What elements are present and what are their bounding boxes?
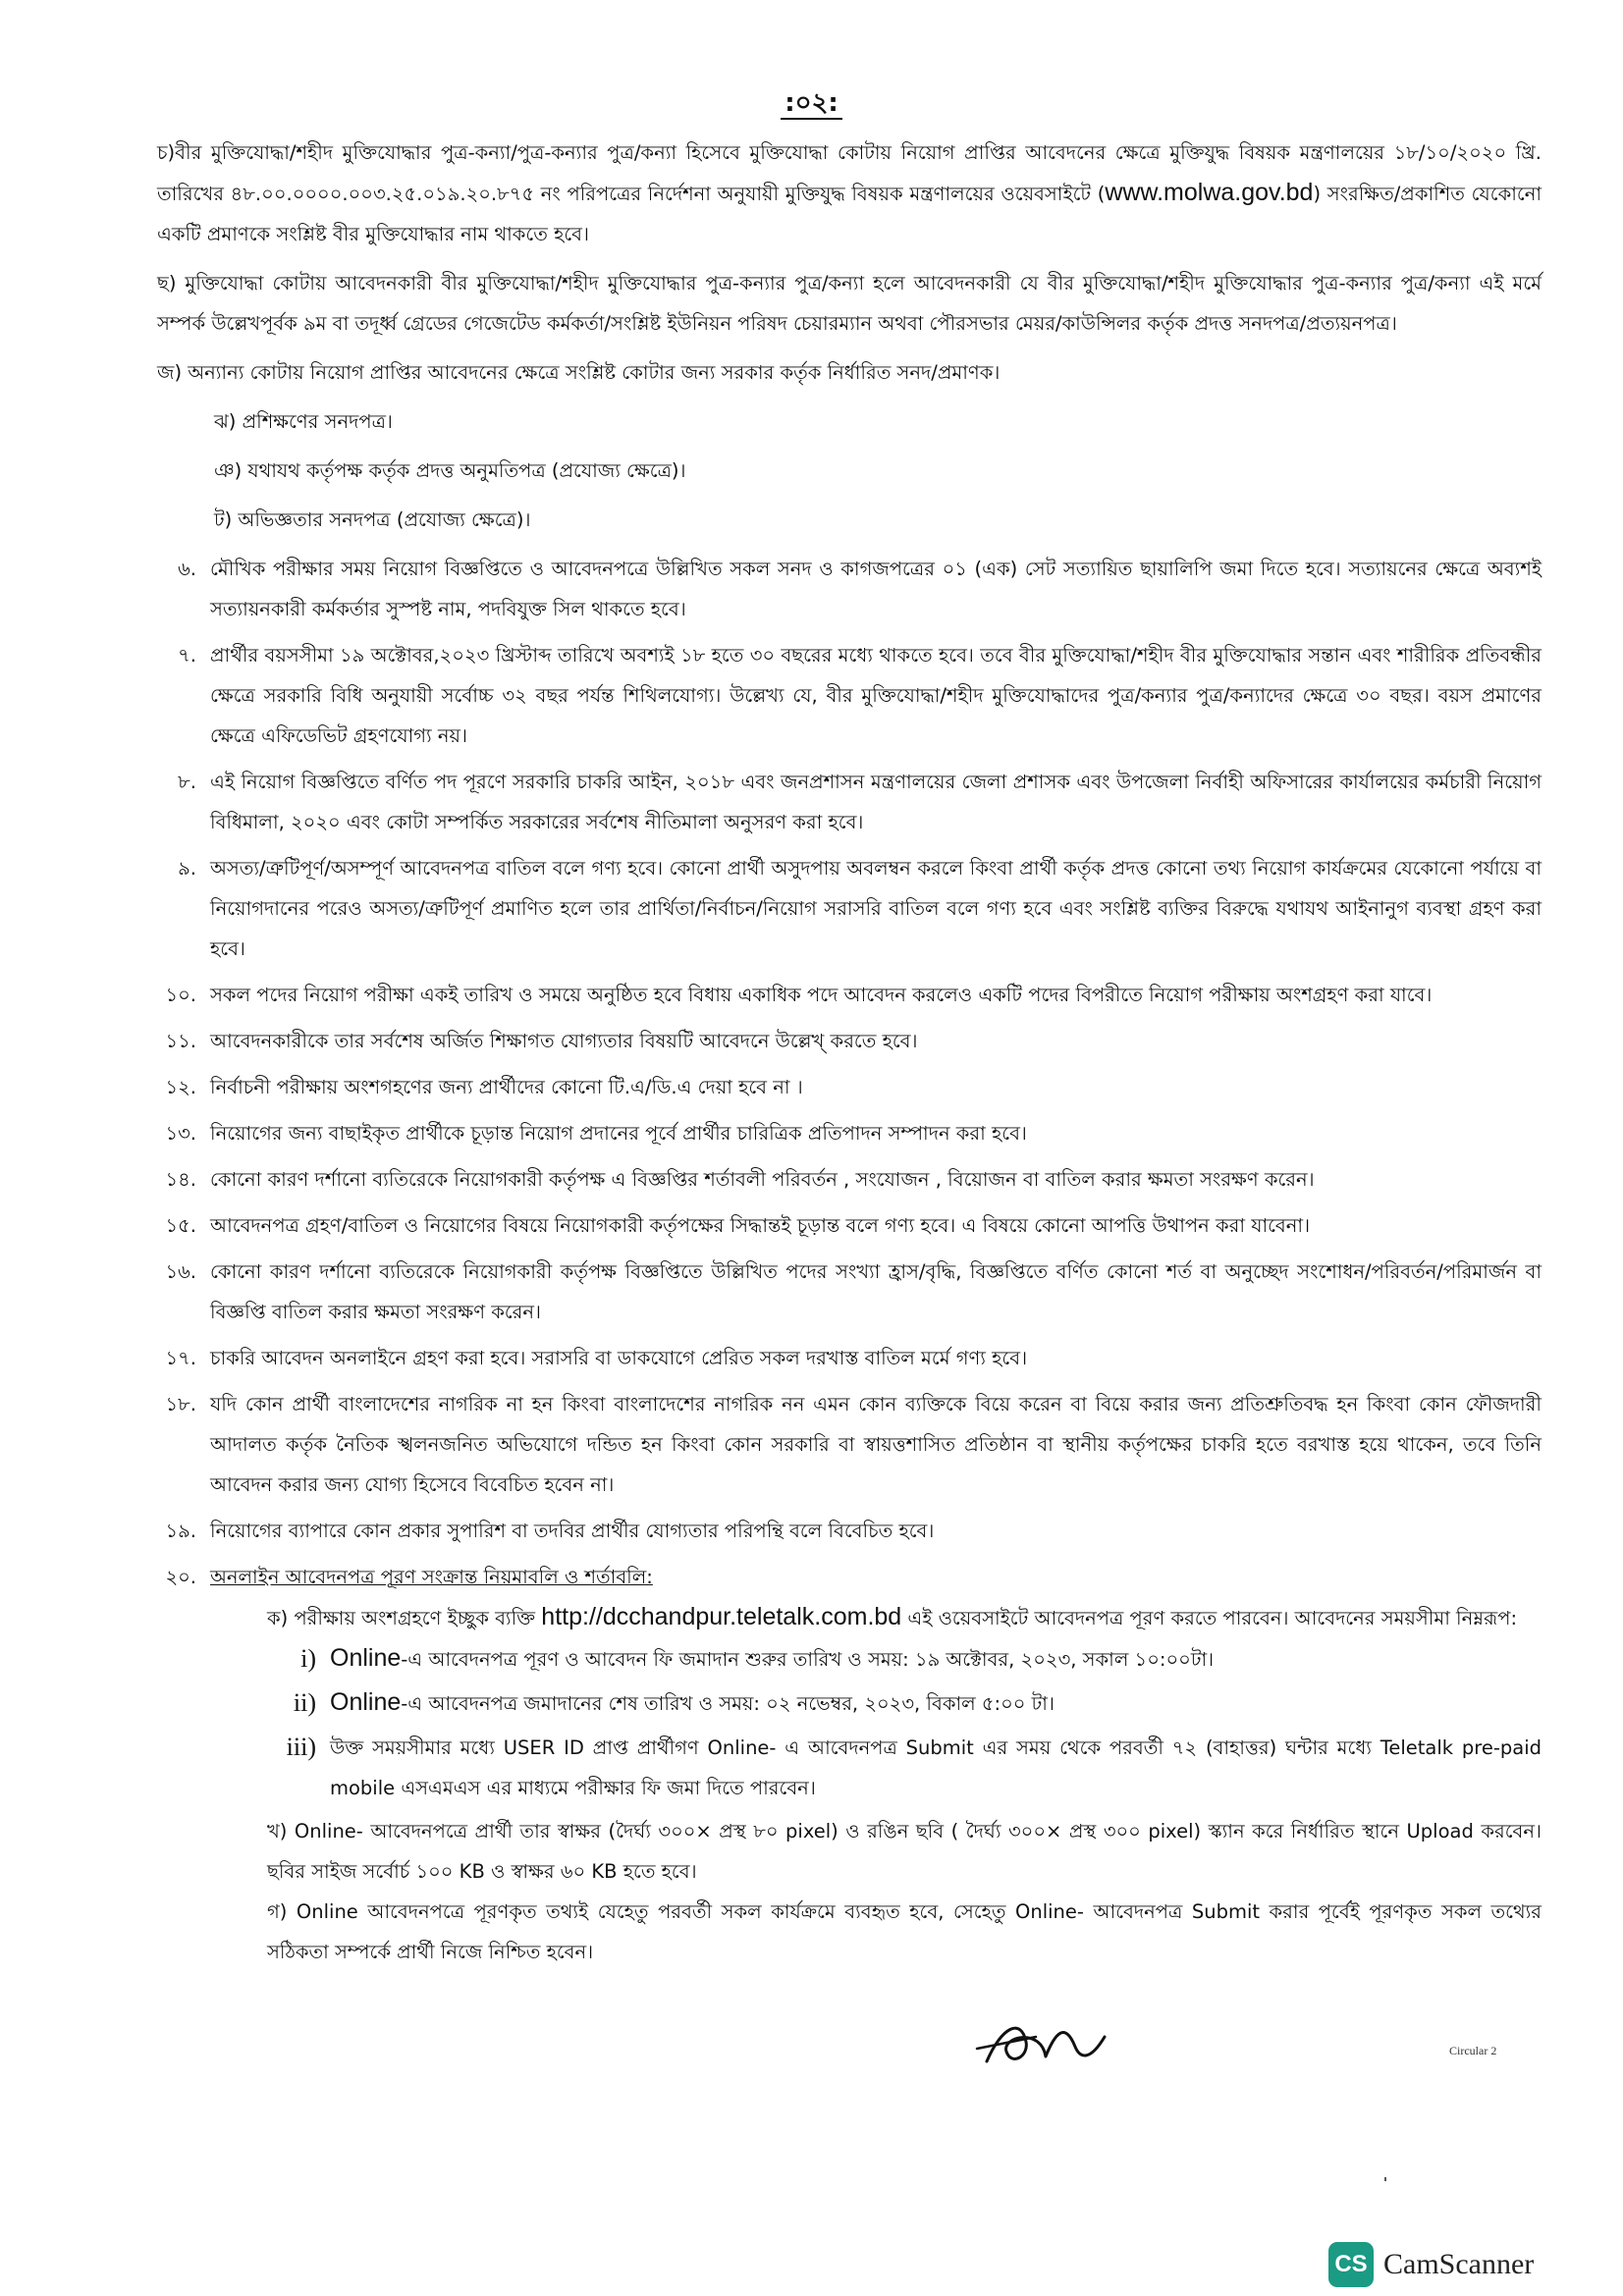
- list-item-online-rules: ২০. অনলাইন আবেদনপত্র পূরণ সংক্রান্ত নিয়মাবলি ও শর্তাবলি: ক) পরীক্ষায় অংশগ্রহণে ইচ্ছুক ব্যক্তি http://dcchandpur.teletalk.com.bd এই ওয়েবসাইটে আবেদনপত্র পূরণ করতে পারবেন। আবেদনের সময়সীমা নিম্নরূপ: i) Online-এ আবেদনপত্র পূরণ ও আবেদন ফি জমাদান শুরুর তারিখ ও সময়: ১৯ অক্টোবর, ২০২৩, সকাল ১০:০০টা। ii) Online-এ আবেদনপত্র জমাদানের শেষ তারিখ ও সময়: ০২ নভেম্বর, ২০২৩, বিকাল ৫:০০ টা। iii) উক্ত সময়সীমার মধ্যে USER ID প্রাপ্ত প্রার্থীগণ Online- এ আবেদনপত্র Submit এর সময় থেকে পরবর্তী ৭২ (বাহাত্তর) ঘন্টার মধ্যে Teletalk pre-paid mobile এসএমএস এর মাধ্যমে পরীক্ষার ফি জমা দিতে পারবেন। খ) Online- আবেদনপত্রে প্রার্থী তার স্বাক্ষর (দৈর্ঘ্য ৩০০× প্রস্থ ৮০ pixel) ও রঙিন ছবি ( দৈর্ঘ্য ৩০০× প্রস্থ ৩০০ pixel) স্ক্যান করে নির্ধারিত স্থানে Upload করবেন। ছবির সাইজ সর্বোর্চ ১০০ KB ও স্বাক্ষর ৬০ KB হতে হবে। গ) Online আবেদনপত্রে পূরণকৃত তথ্যই যেহেতু পরবর্তী সকল কার্যক্রমে ব্যবহৃত হবে, সেহেতু Online- আবেদনপত্র Submit করার পূর্বেই পূরণকৃত সকল তথ্যের সঠিকতা সম্পর্কে প্রার্থী নিজে নিশ্চিত হবেন।: [157, 1557, 1542, 1972]
- list-item: ১৭. চাকরি আবেদন অনলাইনে গ্রহণ করা হবে। সরাসরি বা ডাকযোগে প্রেরিত সকল দরখাস্ত বাতিল মর্মে গণ্য হবে।: [165, 1347, 1028, 1369]
- section-cha: চ)বীর মুক্তিযোদ্ধা/শহীদ মুক্তিযোদ্ধার পুত্র-কন্যা/পুত্র-কন্যার পুত্র/কন্যা হিসেবে মুক্তিযোদ্ধা কোটায় নিয়োগ প্রাপ্তির আবেদনের ক্ষেত্রে মুক্তিযুদ্ধ বিষয়ক মন্ত্রণালয়ের ১৮/১০/২০২০ খ্রি. তারিখের ৪৮.০০.০০০০.০০৩.২৫.০১৯.২০.৮৭৫ নং পরিপত্রের নির্দেশনা অনুযায়ী মুক্তিযুদ্ধ বিষয়ক মন্ত্রণালয়ের ওয়েবসাইটে (www.molwa.gov.bd) সংরক্ষিত/প্রকাশিত যেকোনো একটি প্রমাণকে সংশ্লিষ্ট বীর মুক্তিযোদ্ধার নাম থাকতে হবে।: [157, 141, 1542, 245]
- scan-speck: [1384, 2177, 1386, 2181]
- list-item: ১৮. যদি কোন প্রার্থী বাংলাদেশের নাগরিক না হন কিংবা বাংলাদেশের নাগরিক নন এমন কোন ব্যক্তিকে বিয়ে করেন বা বিয়ে করার জন্য প্রতিশ্রুতিবদ্ধ হন কিংবা কোন ফৌজদারী আদালত কর্তৃক নৈতিক স্খলনজনিত অভিযোগে দন্ডিত হন কিংবা কোন সরকারি বা স্বায়ত্তশাসিত প্রতিষ্ঠান বা স্থানীয় কর্তৃপক্ষের চাকরি হতে বরখাস্ত হয়ে থাকেন, তবে তিনি আবেদন করার জন্য যোগ্য হিসেবে বিবেচিত হবেন না।: [165, 1393, 1542, 1496]
- list-item: ৮. এই নিয়োগ বিজ্ঞপ্তিতে বর্ণিত পদ পূরণে সরকারি চাকরি আইন, ২০১৮ এবং জনপ্রশাসন মন্ত্রণালয়ের জেলা প্রশাসক এবং উপজেলা নির্বাহী অফিসারের কার্যালয়ের কর্মচারী নিয়োগ বিধিমালা, ২০২০ এবং কোটা সম্পর্কিত সরকারের সর্বশেষ নীতিমালা অনুসরণ করা হবে।: [178, 771, 1542, 833]
- section-chha: ছ) মুক্তিযোদ্ধা কোটায় আবেদনকারী বীর মুক্তিযোদ্ধা/শহীদ মুক্তিযোদ্ধার পুত্র-কন্যার পুত্র/কন্যা হলে আবেদনকারী যে বীর মুক্তিযোদ্ধা/শহীদ মুক্তিযোদ্ধার পুত্র-কন্যার পুত্র/কন্যা এই মর্মে সম্পর্ক উল্লেখপূর্বক ৯ম বা তদূর্ধ্ব গ্রেডের গেজেটেড কর্মকর্তা/সংশ্লিষ্ট ইউনিয়ন পরিষদ চেয়ারম্যান অথবা পৌরসভার মেয়র/কাউন্সিলর কর্তৃক প্রদত্ত সনদপত্র/প্রত্যয়নপত্র।: [157, 272, 1542, 335]
- list-item: ১৩. নিয়োগের জন্য বাছাইকৃত প্রার্থীকে চূড়ান্ত নিয়োগ প্রদানের পূর্বে প্রার্থীর চারিত্রিক প্রতিপাদন সম্পাদন করা হবে।: [165, 1122, 1027, 1145]
- deadline-item: iii) উক্ত সময়সীমার মধ্যে USER ID প্রাপ্ত প্রার্থীগণ Online- এ আবেদনপত্র Submit এর সময় থেকে পরবর্তী ৭২ (বাহাত্তর) ঘন্টার মধ্যে Teletalk pre-paid mobile এসএমএস এর মাধ্যমে পরীক্ষার ফি জমা দিতে পারবেন।: [286, 1733, 1542, 1799]
- list-item: ১১. আবেদনকারীকে তার সর্বশেষ অর্জিত শিক্ষাগত যোগ্যতার বিষয়টি আবেদনে উল্লেখ্ করতে হবে।: [165, 1030, 918, 1052]
- camscanner-logo-icon: CS: [1328, 2242, 1374, 2287]
- sub-item-kha: খ) Online- আবেদনপত্রে প্রার্থী তার স্বাক্ষর (দৈর্ঘ্য ৩০০× প্রস্থ ৮০ pixel) ও রঙিন ছবি ( দৈর্ঘ্য ৩০০× প্রস্থ ৩০০ pixel) স্ক্যান করে নির্ধারিত স্থানে Upload করবেন। ছবির সাইজ সর্বোর্চ ১০০ KB ও স্বাক্ষর ৬০ KB হতে হবে।: [267, 1820, 1542, 1883]
- circular-note: Circular 2: [1449, 2044, 1497, 2057]
- molwa-url: www.molwa.gov.bd: [1105, 179, 1314, 206]
- list-item: ১৯. নিয়োগের ব্যাপারে কোন প্রকার সুপারিশ বা তদবির প্রার্থীর যোগ্যতার পরিপন্থি বলে বিবেচিত হবে।: [165, 1520, 935, 1542]
- list-item: ১০. সকল পদের নিয়োগ পরীক্ষা একই তারিখ ও সময়ে অনুষ্ঠিত হবে বিধায় একাধিক পদে আবেদন করলেও একটি পদের বিপরীতে নিয়োগ পরীক্ষায় অংশগ্রহণ করা যাবে।: [165, 984, 1433, 1006]
- list-item: ১৫. আবেদনপত্র গ্রহণ/বাতিল ও নিয়োগের বিষয়ে নিয়োগকারী কর্তৃপক্ষের সিদ্ধান্তই চূড়ান্ত বলে গণ্য হবে। এ বিষয়ে কোনো আপত্তি উথাপন করা যাবেনা।: [165, 1214, 1311, 1237]
- deadline-item: i) Online-এ আবেদনপত্র পূরণ ও আবেদন ফি জমাদান শুরুর তারিখ ও সময়: ১৯ অক্টোবর, ২০২৩, সকাল ১০:০০টা।: [300, 1644, 1215, 1673]
- document-body: [157, 133, 1542, 1978]
- sub-item-ga: গ) Online আবেদনপত্রে পূরণকৃত তথ্যই যেহেতু পরবর্তী সকল কার্যক্রমে ব্যবহৃত হবে, সেহেতু Online- আবেদনপত্র Submit করার পূর্বেই পূরণকৃত সকল তথ্যের সঠিকতা সম্পর্কে প্রার্থী নিজে নিশ্চিত হবেন।: [267, 1900, 1542, 1963]
- section-nya: ঞ) যথাযথ কর্তৃপক্ষ কর্তৃক প্রদত্ত অনুমতিপত্র (প্রযোজ্য ক্ষেত্রে)।: [214, 459, 686, 482]
- list-item: ১৬. কোনো কারণ দর্শানো ব্যতিরেকে নিয়োগকারী কর্তৃপক্ষ বিজ্ঞপ্তিতে উল্লিখিত পদের সংখ্যা হ্রাস/বৃদ্ধি, বিজ্ঞপ্তিতে বর্ণিত কোনো শর্ত বা অনুচ্ছেদ সংশোধন/পরিবর্তন/পরিমার্জন বা বিজ্ঞপ্তি বাতিল করার ক্ষমতা সংরক্ষণ করেন।: [165, 1260, 1542, 1323]
- numbered-list: [157, 549, 1542, 1972]
- section-jha: ঝ) প্রশিক্ষণের সনদপত্র।: [214, 410, 393, 433]
- sub-item-ka: ক) পরীক্ষায় অংশগ্রহণে ইচ্ছুক ব্যক্তি http://dcchandpur.teletalk.com.bd এই ওয়েবসাইটে আবেদনপত্র পূরণ করতে পারবেন। আবেদনের সময়সীমা নিম্নরূপ:: [267, 1603, 1518, 1630]
- page-number: :০২:: [0, 82, 1623, 126]
- deadline-list: [210, 1638, 1542, 1808]
- section-ja: জ) অন্যান্য কোটায় নিয়োগ প্রাপ্তির আবেদনের ক্ষেত্রে সংশ্লিষ্ট কোটার জন্য সরকার কর্তৃক নির্ধারিত সনদ/প্রমাণক।: [157, 361, 1001, 384]
- section-ta: ট) অভিজ্ঞতার সনদপত্র (প্রযোজ্য ক্ষেত্রে)।: [214, 508, 531, 531]
- deadline-item: ii) Online-এ আবেদনপত্র জমাদানের শেষ তারিখ ও সময়: ০২ নভেম্বর, ২০২৩, বিকাল ৫:০০ টা।: [293, 1688, 1055, 1717]
- signature-icon: [967, 1988, 1114, 2086]
- camscanner-watermark: [1328, 2237, 1534, 2292]
- camscanner-label: CamScanner: [1383, 2248, 1535, 2280]
- list-item: ৯. অসত্য/ত্রুটিপূর্ণ/অসম্পূর্ণ আবেদনপত্র বাতিল বলে গণ্য হবে। কোনো প্রার্থী অসুদপায় অবলম্বন করলে কিংবা প্রার্থী কর্তৃক প্রদত্ত কোনো তথ্য নিয়োগ কার্যক্রমের যেকোনো পর্যায়ে বা নিয়োগদানের পরেও অসত্য/ত্রুটিপূর্ণ প্রমাণিত হলে তার প্রার্থিতা/নির্বাচন/নিয়োগ সরাসরি বাতিল বলে গণ্য হবে এবং সংশ্লিষ্ট ব্যক্তির বিরুদ্ধে যথাযথ আইনানুগ ব্যবস্থা গ্রহণ করা হবে।: [178, 857, 1542, 960]
- online-rules-heading: অনলাইন আবেদনপত্র পূরণ সংক্রান্ত নিয়মাবলি ও শর্তাবলি:: [210, 1566, 653, 1588]
- teletalk-url: http://dcchandpur.teletalk.com.bd: [541, 1603, 902, 1630]
- list-item: ৬. মৌখিক পরীক্ষার সময় নিয়োগ বিজ্ঞপ্তিতে ও আবেদনপত্রে উল্লিখিত সকল সনদ ও কাগজপত্রের ০১ (এক) সেট সত্যায়িত ছায়ালিপি জমা দিতে হবে। সত্যায়নের ক্ষেত্রে অব্যশই সত্যায়নকারী কর্মকর্তার সুস্পষ্ট নাম, পদবিযুক্ত সিল থাকতে হবে।: [178, 558, 1542, 620]
- list-item: ১৪. কোনো কারণ দর্শানো ব্যতিরেকে নিয়োগকারী কর্তৃপক্ষ এ বিজ্ঞপ্তির শর্তাবলী পরিবর্তন , সংযোজন , বিয়োজন বা বাতিল করার ক্ষমতা সংরক্ষণ করেন।: [165, 1168, 1315, 1191]
- list-item: ১২. নির্বাচনী পরীক্ষায় অংশগহণের জন্য প্রার্থীদের কোনো টি.এ/ডি.এ দেয়া হবে না ।: [165, 1076, 803, 1098]
- list-item: ৭. প্রার্থীর বয়সসীমা ১৯ অক্টোবর,২০২৩ খ্রিস্টাব্দ তারিখে অবশ্যই ১৮ হতে ৩০ বছরের মধ্যে থাকতে হবে। তবে বীর মুক্তিযোদ্ধা/শহীদ বীর মুক্তিযোদ্ধার সন্তান এবং শারীরিক প্রতিবন্ধীর ক্ষেত্রে সরকারি বিধি অনুযায়ী সর্বোচ্চ ৩২ বছর পর্যন্ত শিথিলযোগ্য। উল্লেখ্য যে, বীর মুক্তিযোদ্ধা/শহীদ মুক্তিযোদ্ধাদের পুত্র/কন্যার পুত্র/কন্যাদের ক্ষেত্রে ৩০ বছর। বয়স প্রমাণের ক্ষেত্রে এফিডেভিট গ্রহণযোগ্য নয়।: [178, 644, 1542, 747]
